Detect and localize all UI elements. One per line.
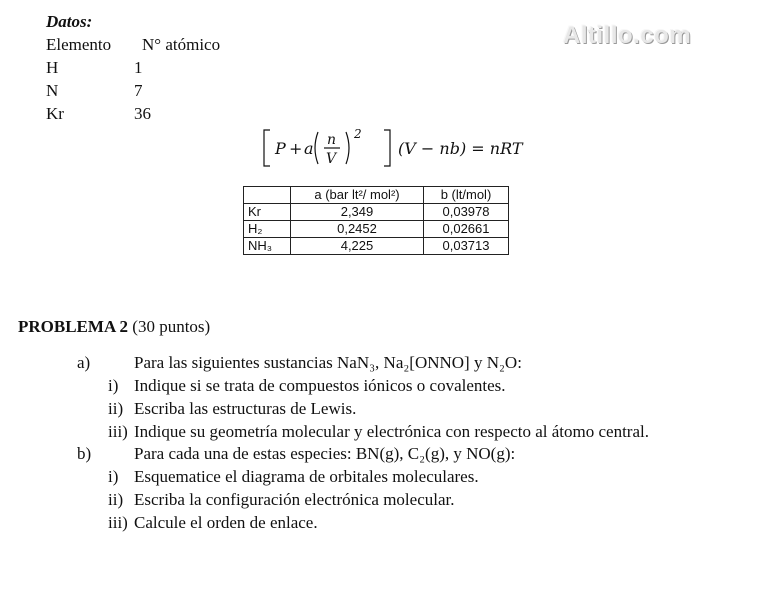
watermark-logo: Altillo.com xyxy=(563,22,692,49)
datos-header-number: N° atómico xyxy=(142,35,221,54)
svg-text:n: n xyxy=(327,132,337,148)
table-cell-b: 0,03978 xyxy=(424,204,509,221)
van-der-waals-equation xyxy=(262,126,523,176)
part-a-item-text: Indique su geometría molecular y electrónica con respecto al átomo central. xyxy=(134,422,649,441)
part-b-label: b) xyxy=(77,444,92,463)
part-a-label: a) xyxy=(77,353,91,372)
part-a-item-number: iii) xyxy=(108,422,128,441)
part-a-item-number: ii) xyxy=(108,399,124,418)
datos-element: H xyxy=(46,58,59,77)
datos-element: N xyxy=(46,81,59,100)
datos-title: Datos: xyxy=(46,12,93,31)
part-b-item-number: ii) xyxy=(108,490,124,509)
problem-heading xyxy=(18,317,210,337)
constants-table xyxy=(243,186,509,255)
table-row xyxy=(244,204,509,221)
svg-text:P: P xyxy=(275,139,286,158)
part-a-item-text: Indique si se trata de compuestos iónicos o covalentes. xyxy=(134,376,506,395)
part-a-text: Para las siguientes sustancias NaN₃, Na₂[ONNO] y N₂O: xyxy=(134,353,522,372)
table-header-row xyxy=(244,187,509,204)
datos-number: 36 xyxy=(134,104,151,123)
problem-title: PROBLEMA 2 xyxy=(18,317,129,336)
table-header-cell: b (lt/mol) xyxy=(424,187,509,204)
part-b-item-text: Esquematice el diagrama de orbitales moleculares. xyxy=(134,467,479,486)
equation-graphic xyxy=(262,126,523,172)
part-a-item-text: Escriba las estructuras de Lewis. xyxy=(134,399,357,418)
table-cell-species: H₂ xyxy=(244,221,291,238)
table-header-cell xyxy=(244,187,291,204)
part-a-item-number: i) xyxy=(108,376,119,395)
svg-text:a: a xyxy=(304,139,314,158)
table-row xyxy=(244,238,509,255)
table-cell-b: 0,02661 xyxy=(424,221,509,238)
part-b-item-text: Calcule el orden de enlace. xyxy=(134,513,318,532)
table-cell-species: NH₃ xyxy=(244,238,291,255)
datos-number: 1 xyxy=(134,58,143,77)
svg-text:(V − nb) = nRT: (V − nb) = nRT xyxy=(398,139,523,158)
part-b-text: Para cada una de estas especies: BN(g), C₂(g), y NO(g): xyxy=(134,444,516,463)
table-cell-a: 2,349 xyxy=(291,204,424,221)
svg-text:V: V xyxy=(326,151,337,167)
datos-element: Kr xyxy=(46,104,64,123)
datos-number: 7 xyxy=(134,81,143,100)
table-header-cell: a (bar lt²/ mol²) xyxy=(291,187,424,204)
problem-points: (30 puntos) xyxy=(132,317,211,336)
svg-text:+: + xyxy=(289,139,303,158)
datos-header-element: Elemento xyxy=(46,35,112,54)
part-b-item-text: Escriba la configuración electrónica molecular. xyxy=(134,490,455,509)
table-cell-b: 0,03713 xyxy=(424,238,509,255)
table-cell-a: 4,225 xyxy=(291,238,424,255)
part-b-item-number: iii) xyxy=(108,513,128,532)
part-b-item-number: i) xyxy=(108,467,119,486)
table-cell-a: 0,2452 xyxy=(291,221,424,238)
table-cell-species: Kr xyxy=(244,204,291,221)
table-row xyxy=(244,221,509,238)
svg-text:2: 2 xyxy=(354,127,362,141)
